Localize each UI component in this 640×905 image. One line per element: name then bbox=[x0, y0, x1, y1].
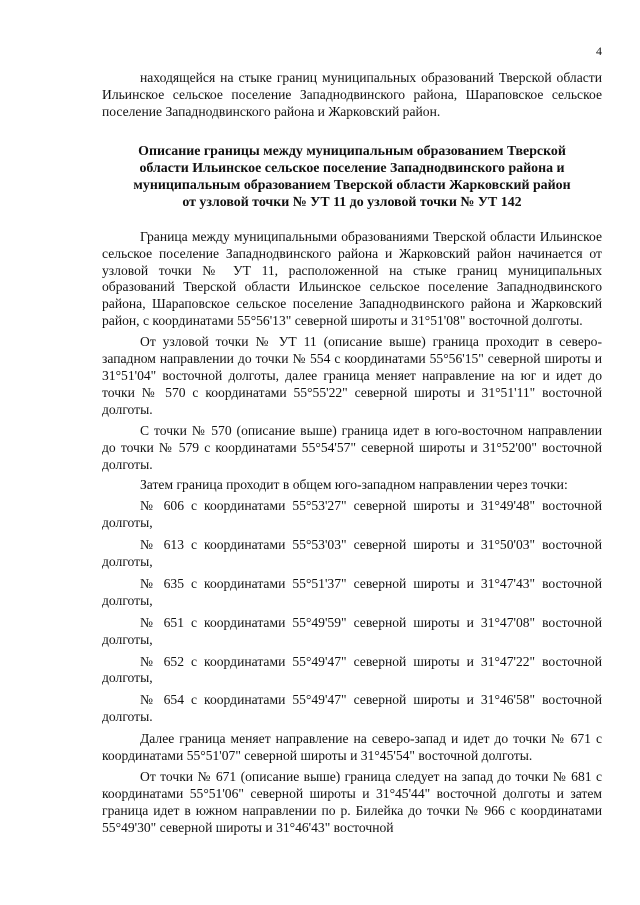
paragraph-southwest: Затем граница проходит в общем юго-западном направлении через точки: bbox=[140, 477, 568, 493]
paragraph-to-671: Далее граница меняет направление на северо-запад и идет до точки № 671 с координатами 55°51'07" северной широты и 31°45'54" восточной долготы. bbox=[102, 731, 602, 764]
section-heading bbox=[102, 143, 602, 211]
paragraph-to-570: От узловой точки № УТ 11 (описание выше) граница проходит в северо-западном направлении до точки № 554 с координатами 55°56'15" северной широты и 31°51'04" восточной долготы, далее граница меняет направление на юг и идет до точки № 570 с координатами 55°55'22" северной широты и 31°51'11" восточной долготы. bbox=[102, 334, 602, 417]
paragraph-start: Граница между муниципальными образованиями Тверской области Ильинское сельское поселение Западнодвинского района и Жарковский район начинается от узловой точки № УТ 11, расположенной на стыке границ муниципальных образований Тверской области Ильинское сельское поселение Западнодвинского района, Шараповское сельское поселение Западнодвинского района и Жарковский район, с координатами 55°56'13" северной широты и 31°51'08" восточной долготы. bbox=[102, 228, 602, 329]
heading-line-2: области Ильинское сельское поселение Западнодвинского района и bbox=[139, 160, 565, 176]
point-635: № 635 с координатами 55°51'37" северной широты и 31°47'43" восточной долготы, bbox=[102, 575, 602, 608]
paragraph-to-966: От точки № 671 (описание выше) граница следует на запад до точки № 681 с координатами 55°51'06" северной широты и 31°45'44" восточной долготы и затем граница идет в южном направлении по р. Билейка до точки № 966 с координатами 55°49'30" северной широты и 31°46'43" восточной bbox=[102, 769, 602, 835]
intro-paragraph: находящейся на стыке границ муниципальных образований Тверской области Ильинское сельское поселение Западнодвинского района, Шараповское сельское поселение Западнодвинского района и Жарковский район. bbox=[102, 70, 602, 119]
document-body bbox=[102, 70, 602, 841]
heading-line-4: от узловой точки № УТ 11 до узловой точки № УТ 142 bbox=[182, 194, 522, 210]
point-613: № 613 с координатами 55°53'03" северной широты и 31°50'03" восточной долготы, bbox=[102, 537, 602, 570]
page-number: 4 bbox=[596, 44, 602, 58]
point-652: № 652 с координатами 55°49'47" северной широты и 31°47'22" восточной долготы, bbox=[102, 653, 602, 686]
point-654: № 654 с координатами 55°49'47" северной широты и 31°46'58" восточной долготы. bbox=[102, 692, 602, 725]
point-651: № 651 с координатами 55°49'59" северной широты и 31°47'08" восточной долготы, bbox=[102, 614, 602, 647]
paragraph-to-579: С точки № 570 (описание выше) граница идет в юго-восточном направлении до точки № 579 с координатами 55°54'57" северной широты и 31°52'00" восточной долготы. bbox=[102, 422, 602, 472]
point-606: № 606 с координатами 55°53'27" северной широты и 31°49'48" восточной долготы, bbox=[102, 498, 602, 531]
heading-line-3: муниципальным образованием Тверской области Жарковский район bbox=[133, 177, 571, 193]
heading-line-1: Описание границы между муниципальным образованием Тверской bbox=[138, 143, 566, 159]
